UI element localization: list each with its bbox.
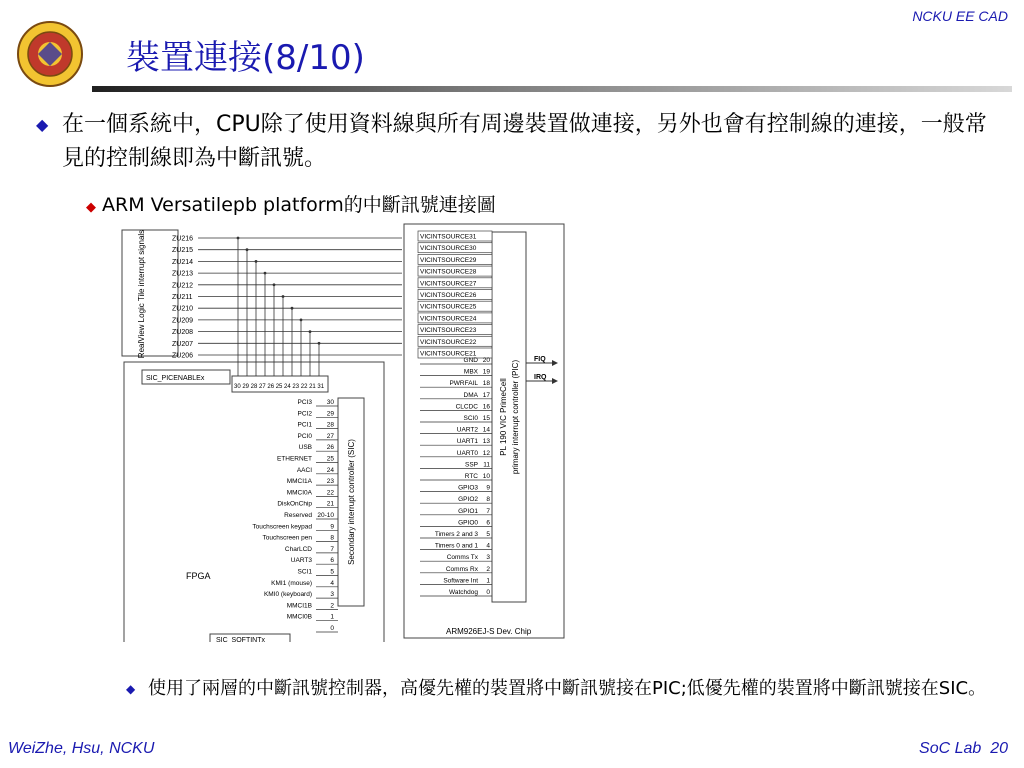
pic-source-number: 5 — [486, 531, 490, 538]
pic-source-label: GPIO2 — [458, 496, 478, 504]
pic-source-number: 8 — [486, 496, 490, 504]
vic-source-label: VICINTSOURCE30 — [420, 245, 477, 253]
pic-source-number: 13 — [482, 438, 490, 446]
pic-source-number: 4 — [486, 542, 490, 550]
zu-signal-label: ZU210 — [172, 305, 194, 313]
junction-dot — [264, 272, 267, 275]
sic-source-label: KMI1 (mouse) — [271, 579, 312, 587]
page-title: 裝置連接(8/10) — [126, 38, 365, 78]
junction-dot — [255, 260, 258, 263]
irq-label: IRQ — [534, 374, 547, 381]
sic-source-number: 20-10 — [317, 512, 334, 519]
pic-source-label: RTC — [464, 473, 478, 480]
sic-source-number: 30 — [326, 399, 334, 406]
pic-source-number: 10 — [482, 473, 490, 480]
pic-source-number: 6 — [486, 519, 490, 527]
note-bullet-text: 使用了兩層的中斷訊號控制器，高優先權的裝置將中斷訊號接在PIC;低優先權的裝置將中斷訊號接在SIC。 — [148, 678, 987, 699]
sic-source-label: USB — [298, 444, 312, 452]
pic-source-number: 15 — [482, 415, 490, 422]
vic-source-label: VICINTSOURCE22 — [420, 338, 477, 346]
title-divider — [92, 86, 1012, 92]
junction-dot — [237, 237, 240, 240]
zu-signal-label: ZU215 — [172, 247, 194, 255]
pic-source-label: MBX — [463, 368, 478, 376]
sic-source-label: SCI1 — [297, 568, 312, 576]
pic-source-label: Timers 0 and 1 — [434, 542, 478, 550]
sic-source-label: MMCI0A — [286, 489, 312, 497]
sic-source-label: PCI1 — [297, 421, 312, 429]
sic-source-number: 2 — [330, 602, 334, 610]
zu-signal-label: ZU211 — [172, 294, 193, 301]
pic-source-label: Timers 2 and 3 — [434, 531, 478, 538]
sic-source-number: 21 — [326, 500, 334, 508]
pic-source-number: 19 — [482, 368, 490, 376]
pic-source-number: 17 — [482, 391, 490, 399]
zu-signal-label: ZU216 — [172, 235, 194, 243]
sic-source-label: CharLCD — [284, 545, 312, 553]
footer-lab: SoC Lab — [919, 740, 982, 757]
pic-source-label: Software Int — [443, 577, 478, 585]
sic-source-number: 5 — [330, 568, 334, 576]
sic-source-label: Touchscreen pen — [262, 534, 312, 542]
sic-source-label: MMCI0B — [286, 613, 312, 621]
pic-source-number: 7 — [486, 507, 490, 515]
vic-source-label: VICINTSOURCE25 — [420, 303, 477, 311]
pic-source-label: SSP — [464, 461, 478, 469]
vic-source-label: VICINTSOURCE21 — [420, 350, 477, 358]
vic-source-label: VICINTSOURCE28 — [420, 268, 477, 276]
sic-source-label: AACI — [296, 466, 312, 474]
sic-source-label: UART3 — [290, 557, 312, 565]
zu-signal-label: ZU212 — [172, 282, 194, 290]
footer-author: WeiZhe, Hsu, NCKU — [8, 740, 155, 757]
interrupt-diagram-svg — [120, 222, 570, 642]
vic-source-label: VICINTSOURCE29 — [420, 256, 477, 264]
pic-source-label: GPIO3 — [458, 484, 478, 492]
vic-source-group — [418, 231, 492, 358]
chip-label: ARM926EJ-S Dev. Chip — [446, 627, 532, 636]
diagram-caption — [86, 190, 496, 217]
junction-dot — [291, 307, 294, 310]
sic-source-label: Reserved — [284, 512, 312, 519]
vic-source-label: VICINTSOURCE27 — [420, 280, 477, 288]
pic-source-number: 16 — [482, 403, 490, 411]
sic-source-number: 7 — [330, 545, 334, 553]
pic-source-number: 2 — [486, 565, 490, 573]
sic-source-label: MMCI1A — [286, 478, 312, 486]
zu-signal-label: ZU208 — [172, 329, 194, 337]
sic-source-number: 8 — [330, 534, 334, 542]
fiq-label: FIQ — [534, 356, 546, 363]
pic-source-label: GPIO1 — [458, 507, 478, 515]
sic-source-label: DiskOnChip — [277, 500, 312, 508]
logic-tile-label: RealView Logic Tile interrupt signals — [137, 229, 146, 359]
main-bullet-text: 在一個系統中，CPU除了使用資料線與所有周邊裝置做連接，另外也會有控制線的連接，一般常見的控制線即為中斷訊號。 — [62, 112, 987, 171]
sic-source-label: PCI2 — [297, 410, 312, 418]
zu-signal-label: ZU207 — [172, 340, 194, 348]
sic-source-number: 29 — [326, 410, 334, 418]
pic-source-number: 14 — [482, 426, 490, 434]
pic-source-number: 3 — [486, 554, 490, 562]
vic-source-label: VICINTSOURCE31 — [420, 233, 477, 241]
sic-source-number: 4 — [330, 579, 334, 587]
pic-source-label: Comms Rx — [445, 565, 478, 573]
pic-source-label: UART2 — [456, 426, 478, 434]
footer-page — [919, 740, 1008, 758]
pic-enable-bits: 30 29 28 27 26 25 24 23 22 21 31 — [234, 384, 325, 390]
page-number: 20 — [990, 740, 1008, 757]
sic-source-number: 9 — [330, 523, 334, 531]
sic-source-number: 23 — [326, 478, 334, 486]
junction-dot — [309, 330, 312, 333]
zu-signal-label: ZU209 — [172, 317, 194, 325]
sic-source-label: MMCI1B — [286, 602, 312, 610]
pic-label-2: primary interrupt controller (PIC) — [511, 359, 520, 475]
diamond-bullet-icon: ◆ — [36, 115, 49, 134]
fpga-label: FPGA — [186, 571, 211, 581]
junction-dot — [282, 295, 285, 298]
sic-source-number: 3 — [330, 591, 334, 599]
sic-source-number: 6 — [330, 557, 334, 565]
pic-source-number: 1 — [486, 577, 490, 585]
sic-source-number: 1 — [330, 613, 334, 621]
junction-dot — [246, 248, 249, 251]
pic-source-number: 18 — [482, 380, 490, 388]
zu-signal-label: ZU214 — [172, 258, 194, 266]
vic-source-label: VICINTSOURCE24 — [420, 315, 477, 323]
sic-source-label: KMI0 (keyboard) — [263, 591, 312, 599]
sic-source-number: 22 — [326, 489, 334, 497]
zu-signal-label: ZU206 — [172, 352, 194, 360]
sic-picenable-label: SIC_PICENABLEx — [146, 375, 205, 382]
vic-source-label: VICINTSOURCE26 — [420, 292, 477, 299]
pic-source-number: 0 — [486, 589, 490, 596]
pic-source-number: 11 — [483, 461, 490, 469]
zu-signal-label: ZU213 — [172, 270, 194, 278]
sic-source-number: 25 — [326, 455, 334, 463]
pic-source-number: 9 — [486, 484, 490, 492]
sic-label: Secondary interrupt controller (SIC) — [347, 439, 356, 565]
diamond-bullet-icon: ◆ — [126, 682, 136, 696]
pic-source-label: UART0 — [456, 449, 478, 457]
pic-source-label: SCI0 — [463, 415, 478, 422]
sic-source-number: 26 — [326, 444, 334, 452]
pic-source-label: DMA — [463, 391, 478, 399]
pic-source-label: Comms Tx — [446, 554, 478, 562]
junction-dot — [318, 342, 321, 345]
pic-source-label: Watchdog — [448, 589, 478, 596]
interrupt-diagram — [120, 222, 570, 642]
sic-source-number: 0 — [330, 625, 334, 632]
sic-source-label: Touchscreen keypad — [252, 523, 312, 531]
junction-dot — [300, 319, 303, 322]
pic-source-number: 20 — [482, 357, 490, 364]
sic-source-label: PCI3 — [297, 399, 312, 406]
university-seal-icon — [16, 20, 84, 88]
pic-source-label: GND — [463, 357, 478, 364]
vic-source-label: VICINTSOURCE23 — [420, 327, 477, 335]
pic-label-1: PL 190 VIC PrimeCell — [499, 378, 508, 456]
pic-source-number: 12 — [482, 449, 490, 457]
pic-source-label: UART1 — [456, 438, 478, 446]
sic-source-label: PCI0 — [297, 432, 312, 440]
sic-source-number: 24 — [326, 466, 334, 474]
junction-dot — [273, 283, 276, 286]
pic-source-label: GPIO0 — [458, 519, 478, 527]
sic-softint-label: SIC_SOFTINTx — [216, 637, 266, 642]
pic-source-label: CLCDC — [455, 403, 478, 411]
pic-source-label: PWRFAIL — [449, 380, 478, 388]
brand-label: NCKU EE CAD — [912, 8, 1008, 24]
sic-source-number: 27 — [326, 432, 334, 440]
diagram-caption-text: ARM Versatilepb platform的中斷訊號連接圖 — [102, 194, 496, 216]
sic-source-label: ETHERNET — [276, 455, 312, 463]
zu-signal-group — [172, 236, 402, 377]
sic-source-number: 28 — [326, 421, 334, 429]
diamond-bullet-icon: ◆ — [86, 200, 96, 215]
